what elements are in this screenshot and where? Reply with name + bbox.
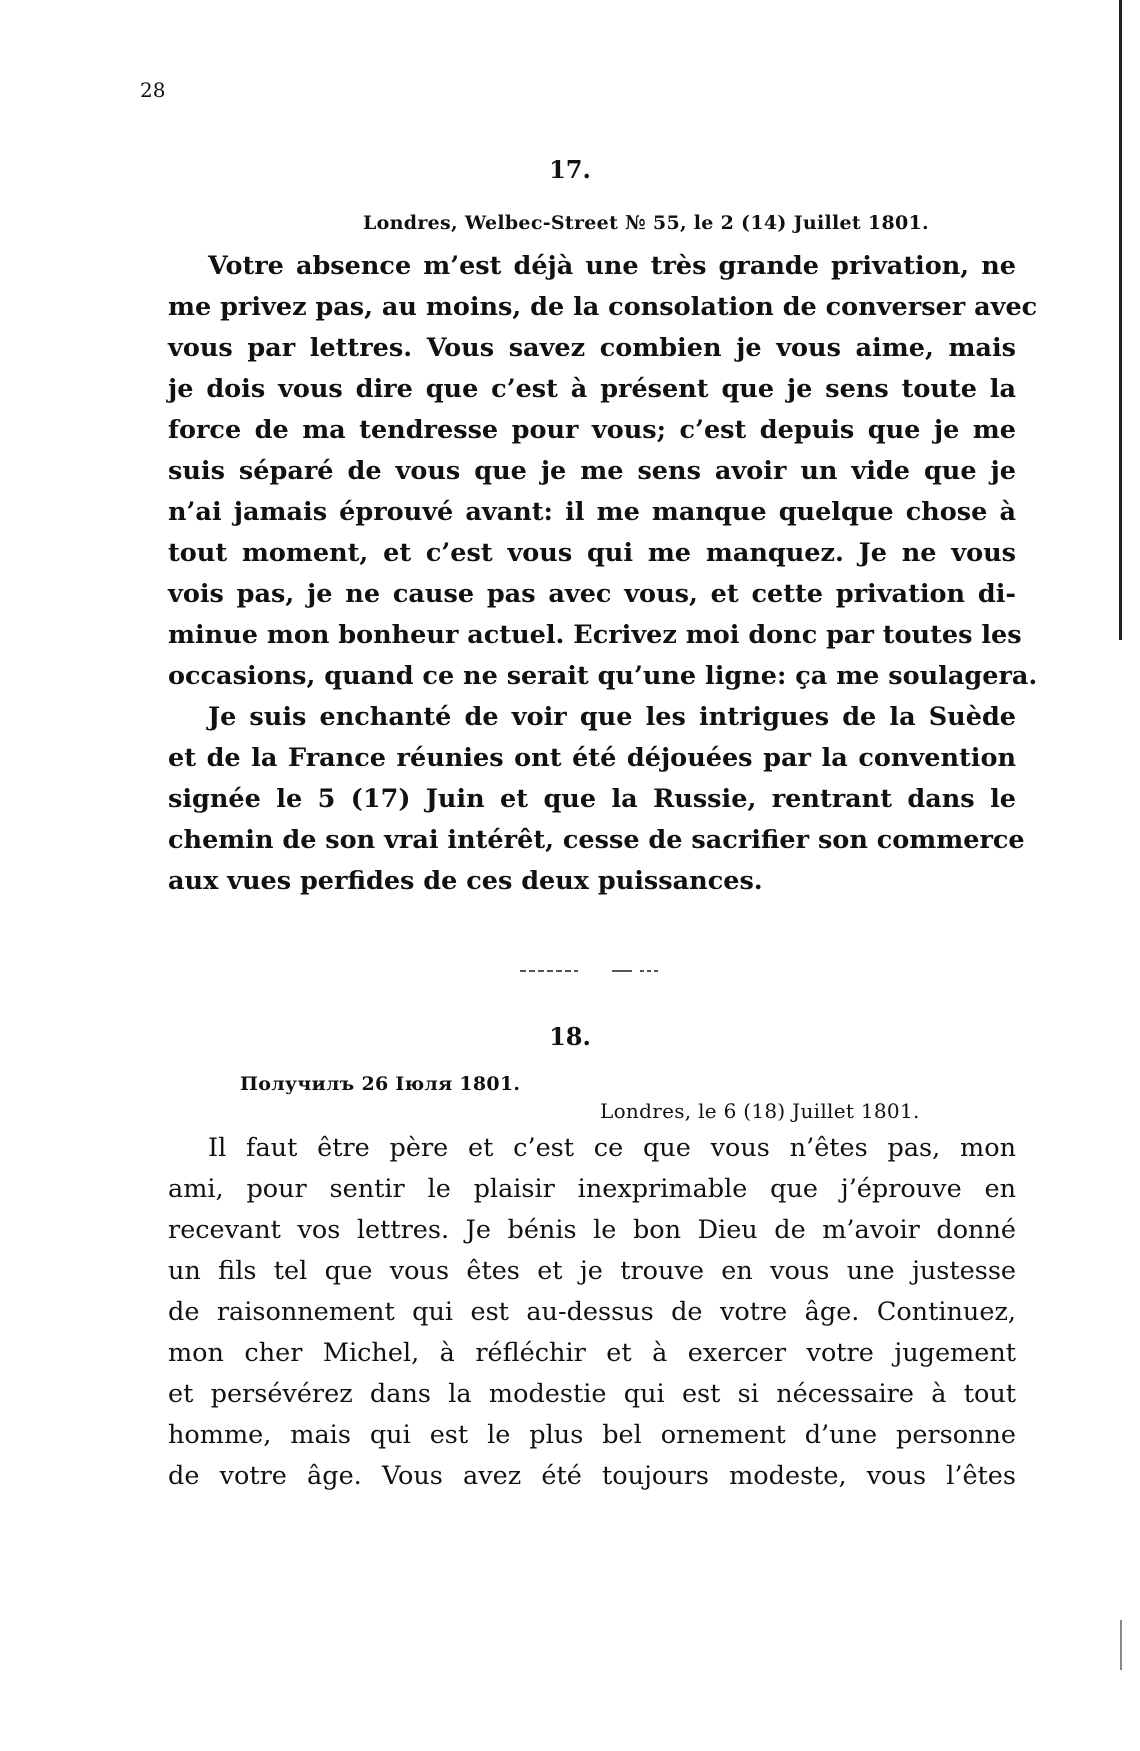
- text-line: de raisonnement qui est au-dessus de votre âge. Continuez,: [168, 1297, 1016, 1327]
- text-line: Je suis enchanté de voir que les intrigues de la Suède: [208, 702, 1016, 732]
- text-line: Votre absence m’est déjà une très grande privation, ne: [208, 251, 1016, 281]
- letter-18-received-note: Получилъ 26 Іюля 1801.: [240, 1073, 521, 1095]
- text-line: aux vues perfides de ces deux puissances.: [168, 866, 763, 896]
- page-number: 28: [140, 78, 166, 102]
- letter-18-dateline: Londres, le 6 (18) Juillet 1801.: [600, 1099, 920, 1123]
- text-line: vois pas, je ne cause pas avec vous, et cette privation di-: [168, 579, 1016, 609]
- letter-17-paragraph-2: [168, 697, 1025, 902]
- letter-17-dateline: Londres, Welbec-Street № 55, le 2 (14) Juillet 1801.: [363, 212, 929, 234]
- text-line: force de ma tendresse pour vous; c’est depuis que je me: [168, 415, 1016, 445]
- text-line: suis séparé de vous que je me sens avoir un vide que je: [168, 456, 1016, 486]
- text-line: et de la France réunies ont été déjouées par la convention: [168, 743, 1016, 773]
- text-line: minue mon bonheur actuel. Ecrivez moi donc par toutes les: [168, 620, 1022, 650]
- text-line: je dois vous dire que c’est à présent que je sens toute la: [168, 374, 1016, 404]
- scan-edge-rule: [1119, 0, 1122, 640]
- text-line: ami, pour sentir le plaisir inexprimable que j’éprouve en: [168, 1174, 1016, 1204]
- section-divider: [520, 968, 660, 974]
- text-line: homme, mais qui est le plus bel ornement d’une personne: [168, 1420, 1016, 1450]
- text-line: signée le 5 (17) Juin et que la Russie, rentrant dans le: [168, 784, 1016, 814]
- text-line: mon cher Michel, à réfléchir et à exercer votre jugement: [168, 1338, 1016, 1368]
- letter-18-paragraph: [168, 1128, 1016, 1497]
- letter-18-number: 18.: [549, 1022, 591, 1051]
- text-line: recevant vos lettres. Je bénis le bon Dieu de m’avoir donné: [168, 1215, 1016, 1245]
- text-line: vous par lettres. Vous savez combien je vous aime, mais: [168, 333, 1016, 363]
- text-line: Il faut être père et c’est ce que vous n’êtes pas, mon: [208, 1133, 1016, 1163]
- text-line: tout moment, et c’est vous qui me manquez. Je ne vous: [168, 538, 1016, 568]
- scan-edge-mark: [1120, 1620, 1122, 1670]
- text-line: me privez pas, au moins, de la consolation de converser avec: [168, 292, 1038, 322]
- letter-17-paragraph-1: [168, 246, 1038, 697]
- text-line: chemin de son vrai intérêt, cesse de sacrifier son commerce: [168, 825, 1025, 855]
- letter-17-number: 17.: [549, 155, 591, 184]
- text-line: et persévérez dans la modestie qui est si nécessaire à tout: [168, 1379, 1016, 1409]
- text-line: un fils tel que vous êtes et je trouve en vous une justesse: [168, 1256, 1016, 1286]
- text-line: de votre âge. Vous avez été toujours modeste, vous l’êtes: [168, 1461, 1016, 1491]
- text-line: occasions, quand ce ne serait qu’une ligne: ça me soulagera.: [168, 661, 1038, 691]
- text-line: n’ai jamais éprouvé avant: il me manque quelque chose à: [168, 497, 1016, 527]
